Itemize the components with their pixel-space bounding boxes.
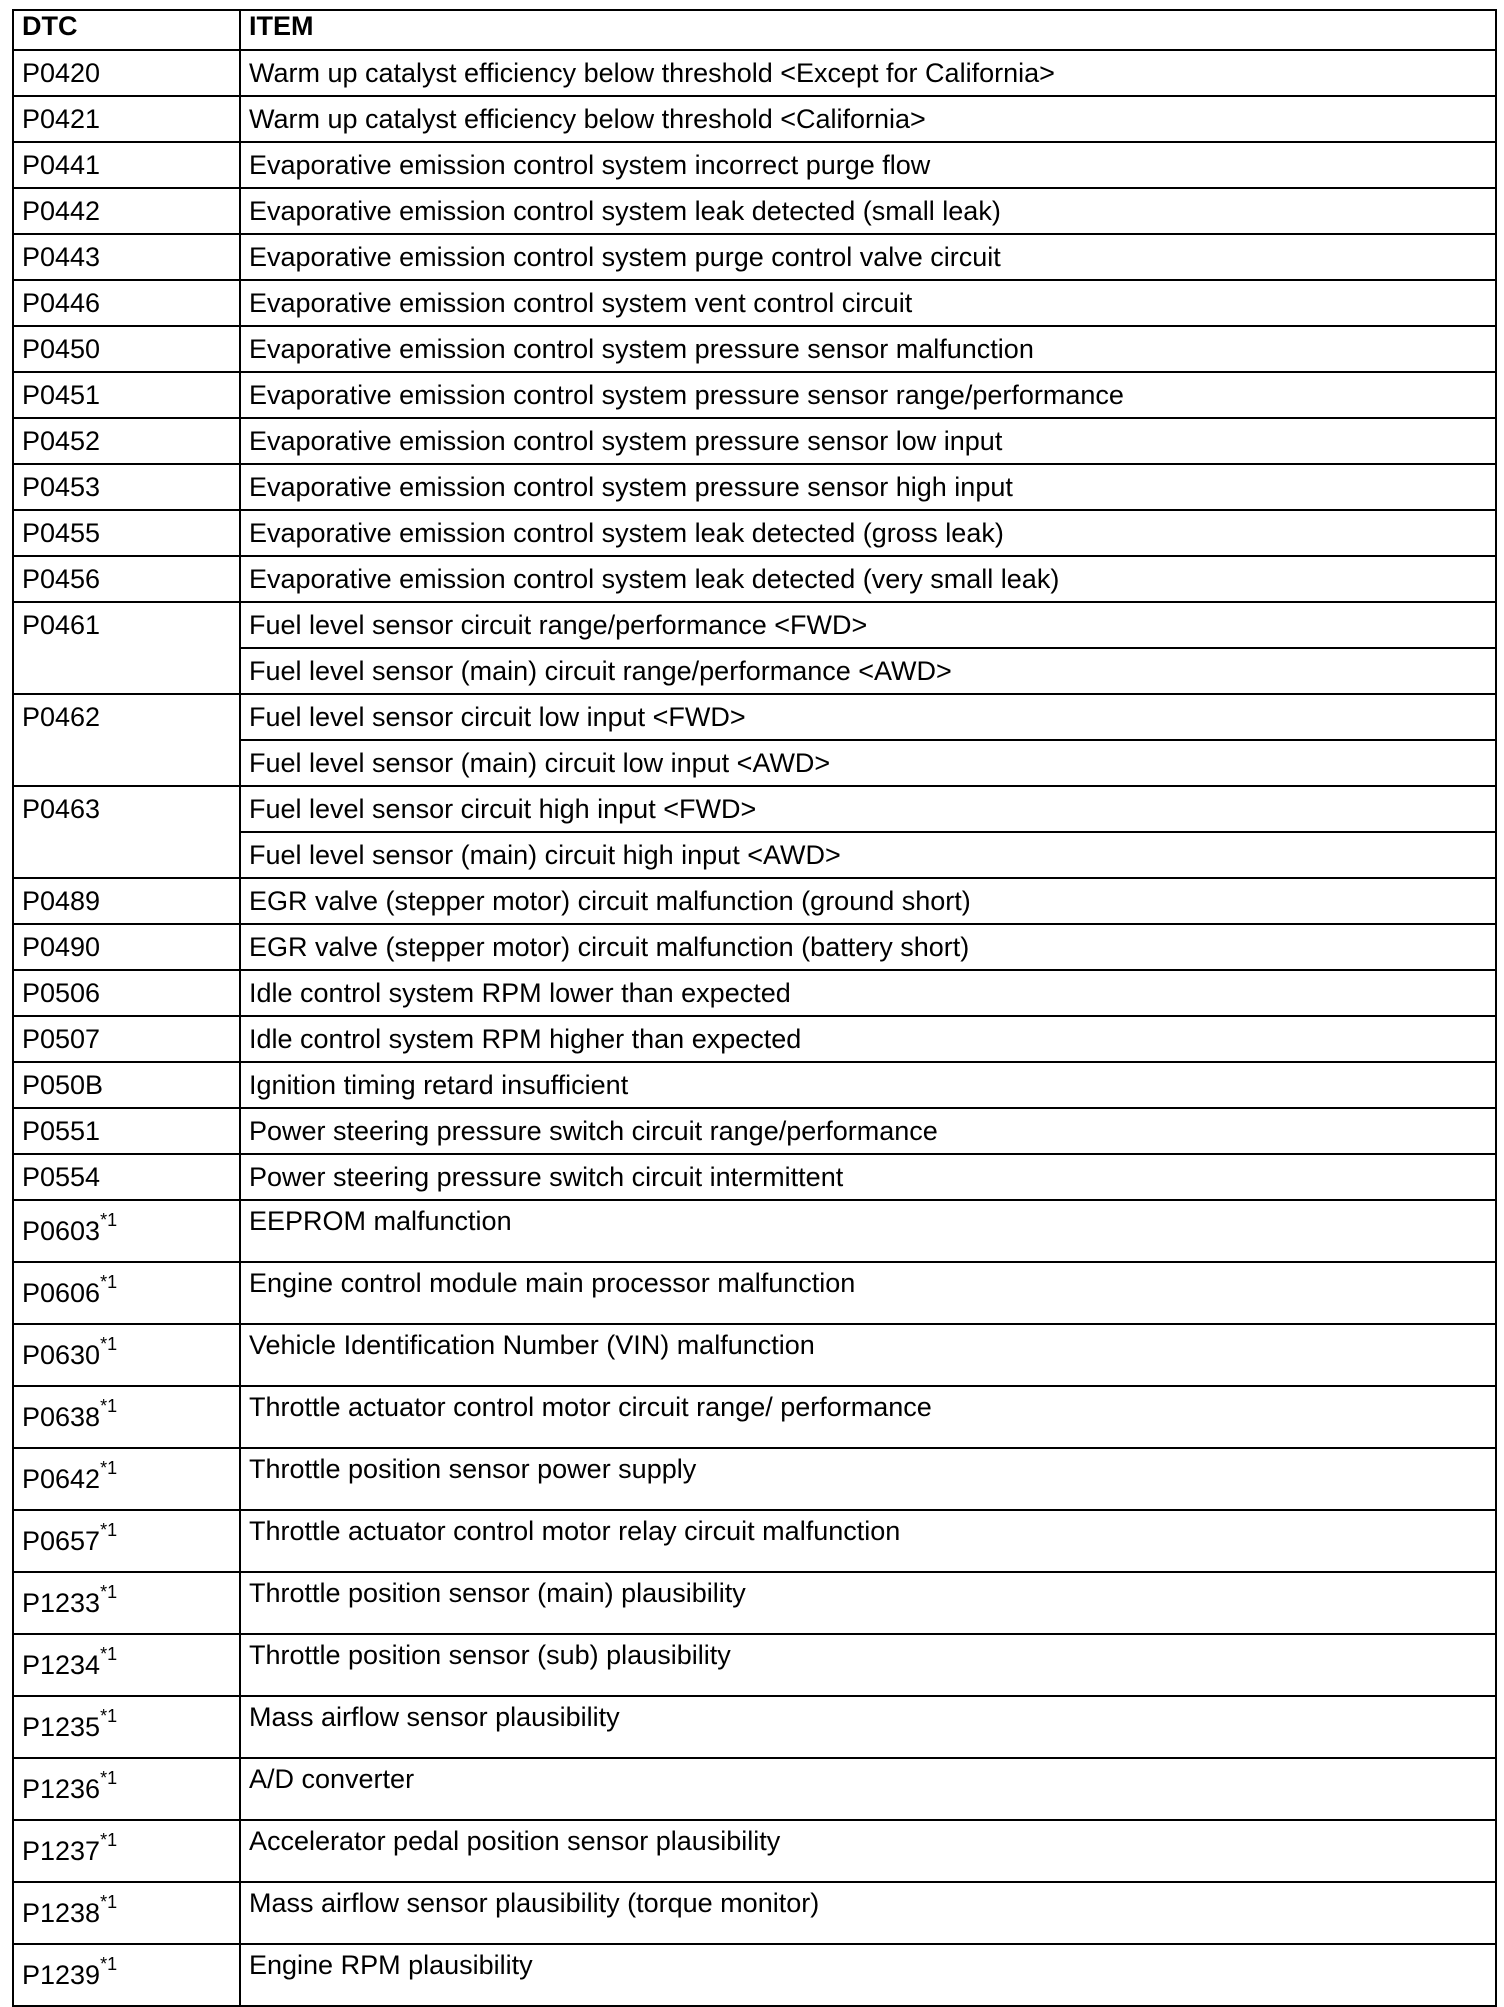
dtc-code: P0456 <box>22 564 101 594</box>
dtc-code: P0630 <box>22 1340 101 1370</box>
dtc-item-cell: Throttle position sensor power supply <box>240 1448 1496 1510</box>
dtc-code: P1235 <box>22 1712 101 1742</box>
dtc-code: P0551 <box>22 1116 101 1146</box>
dtc-item-cell: Fuel level sensor (main) circuit low input <AWD> <box>240 740 1496 786</box>
footnote-marker: *1 <box>100 1458 118 1478</box>
dtc-code: P0421 <box>22 104 101 134</box>
footnote-marker: *1 <box>100 1210 118 1230</box>
dtc-code-cell <box>13 1944 240 2006</box>
table-row <box>13 418 1496 464</box>
header-item: ITEM <box>240 10 1496 50</box>
dtc-item-cell: Power steering pressure switch circuit intermittent <box>240 1154 1496 1200</box>
table-row <box>13 1324 1496 1386</box>
dtc-item-cell: Evaporative emission control system incorrect purge flow <box>240 142 1496 188</box>
dtc-item-cell: Vehicle Identification Number (VIN) malfunction <box>240 1324 1496 1386</box>
table-row <box>13 602 1496 648</box>
dtc-item-cell: Evaporative emission control system pressure sensor malfunction <box>240 326 1496 372</box>
table-row <box>13 1758 1496 1820</box>
dtc-code-cell <box>13 1882 240 1944</box>
dtc-item-cell: EGR valve (stepper motor) circuit malfunction (battery short) <box>240 924 1496 970</box>
dtc-code: P0554 <box>22 1162 101 1192</box>
dtc-code-cell <box>13 1510 240 1572</box>
table-row <box>13 1108 1496 1154</box>
dtc-code-cell <box>13 1016 240 1062</box>
table-row <box>13 1386 1496 1448</box>
dtc-code-cell <box>13 1324 240 1386</box>
table-row <box>13 924 1496 970</box>
dtc-code: P0462 <box>22 702 101 732</box>
dtc-item-cell: Throttle actuator control motor relay circuit malfunction <box>240 1510 1496 1572</box>
dtc-code-cell <box>13 1108 240 1154</box>
table-row <box>13 1882 1496 1944</box>
dtc-item-cell: Evaporative emission control system pressure sensor range/performance <box>240 372 1496 418</box>
table-row <box>13 326 1496 372</box>
dtc-code: P050B <box>22 1070 104 1100</box>
table-row <box>13 1262 1496 1324</box>
dtc-code: P0642 <box>22 1464 101 1494</box>
table-body <box>13 50 1496 2006</box>
dtc-item-cell: A/D converter <box>240 1758 1496 1820</box>
dtc-code: P1237 <box>22 1836 101 1866</box>
dtc-item-cell: Evaporative emission control system pressure sensor low input <box>240 418 1496 464</box>
dtc-code: P1234 <box>22 1650 101 1680</box>
footnote-marker: *1 <box>100 1954 118 1974</box>
table-row <box>13 786 1496 832</box>
table-row <box>13 556 1496 602</box>
dtc-item-cell: Accelerator pedal position sensor plausibility <box>240 1820 1496 1882</box>
dtc-code-cell <box>13 96 240 142</box>
dtc-code-cell <box>13 1696 240 1758</box>
dtc-code: P0657 <box>22 1526 101 1556</box>
dtc-item-cell: Warm up catalyst efficiency below threshold <California> <box>240 96 1496 142</box>
table-row <box>13 1448 1496 1510</box>
table-row <box>13 1944 1496 2006</box>
dtc-item-cell: Fuel level sensor (main) circuit high input <AWD> <box>240 832 1496 878</box>
dtc-item-cell: Idle control system RPM higher than expected <box>240 1016 1496 1062</box>
dtc-item-cell: Engine RPM plausibility <box>240 1944 1496 2006</box>
dtc-item-cell: Evaporative emission control system pressure sensor high input <box>240 464 1496 510</box>
dtc-code-cell <box>13 142 240 188</box>
dtc-item-cell: Mass airflow sensor plausibility <box>240 1696 1496 1758</box>
dtc-code-cell <box>13 1062 240 1108</box>
dtc-table <box>12 9 1497 2007</box>
dtc-code-cell <box>13 556 240 602</box>
dtc-code: P0506 <box>22 978 101 1008</box>
dtc-code-cell <box>13 418 240 464</box>
table-row <box>13 464 1496 510</box>
dtc-code: P0463 <box>22 794 101 824</box>
dtc-code: P0451 <box>22 380 101 410</box>
dtc-code: P0443 <box>22 242 101 272</box>
dtc-code: P0507 <box>22 1024 101 1054</box>
dtc-item-cell: Fuel level sensor circuit range/performance <FWD> <box>240 602 1496 648</box>
table-row <box>13 1572 1496 1634</box>
footnote-marker: *1 <box>100 1334 118 1354</box>
dtc-item-cell: Idle control system RPM lower than expected <box>240 970 1496 1016</box>
dtc-code: P0490 <box>22 932 101 962</box>
dtc-code-cell <box>13 1572 240 1634</box>
table-row <box>13 1634 1496 1696</box>
dtc-item-cell: Evaporative emission control system leak detected (small leak) <box>240 188 1496 234</box>
table-row <box>13 878 1496 924</box>
dtc-code-cell <box>13 1262 240 1324</box>
dtc-item-cell: Throttle position sensor (main) plausibility <box>240 1572 1496 1634</box>
dtc-code-cell <box>13 602 240 694</box>
footnote-marker: *1 <box>100 1706 118 1726</box>
table-row <box>13 50 1496 96</box>
dtc-code: P0603 <box>22 1216 101 1246</box>
table-row <box>13 1696 1496 1758</box>
dtc-item-cell: Throttle position sensor (sub) plausibility <box>240 1634 1496 1696</box>
footnote-marker: *1 <box>100 1892 118 1912</box>
table-row <box>13 142 1496 188</box>
dtc-item-cell: Evaporative emission control system leak detected (very small leak) <box>240 556 1496 602</box>
dtc-code-cell <box>13 1820 240 1882</box>
footnote-marker: *1 <box>100 1644 118 1664</box>
table-row <box>13 1016 1496 1062</box>
dtc-code-cell <box>13 280 240 326</box>
table-row <box>13 1510 1496 1572</box>
table-row <box>13 970 1496 1016</box>
dtc-code-cell <box>13 234 240 280</box>
table-row <box>13 1820 1496 1882</box>
dtc-code: P1236 <box>22 1774 101 1804</box>
dtc-item-cell: Power steering pressure switch circuit range/performance <box>240 1108 1496 1154</box>
dtc-item-cell: Engine control module main processor malfunction <box>240 1262 1496 1324</box>
table-row <box>13 372 1496 418</box>
dtc-item-cell: Mass airflow sensor plausibility (torque monitor) <box>240 1882 1496 1944</box>
dtc-item-cell: Warm up catalyst efficiency below threshold <Except for California> <box>240 50 1496 96</box>
table-header-row <box>13 10 1496 50</box>
footnote-marker: *1 <box>100 1582 118 1602</box>
dtc-code-cell <box>13 1758 240 1820</box>
table-row <box>13 96 1496 142</box>
dtc-item-cell: Fuel level sensor (main) circuit range/performance <AWD> <box>240 648 1496 694</box>
dtc-code-cell <box>13 1154 240 1200</box>
table-row <box>13 188 1496 234</box>
footnote-marker: *1 <box>100 1830 118 1850</box>
dtc-code-cell <box>13 1448 240 1510</box>
table-row <box>13 510 1496 556</box>
dtc-code: P0420 <box>22 58 101 88</box>
dtc-code: P0606 <box>22 1278 101 1308</box>
table-row <box>13 280 1496 326</box>
dtc-item-cell: Fuel level sensor circuit low input <FWD> <box>240 694 1496 740</box>
dtc-code-cell <box>13 1634 240 1696</box>
dtc-code-cell <box>13 924 240 970</box>
table-row <box>13 234 1496 280</box>
dtc-code-cell <box>13 1200 240 1262</box>
dtc-code: P1239 <box>22 1960 101 1990</box>
dtc-code: P1233 <box>22 1588 101 1618</box>
dtc-code: P0442 <box>22 196 101 226</box>
dtc-code-cell <box>13 694 240 786</box>
dtc-item-cell: EEPROM malfunction <box>240 1200 1496 1262</box>
dtc-code-cell <box>13 50 240 96</box>
dtc-item-cell: EGR valve (stepper motor) circuit malfunction (ground short) <box>240 878 1496 924</box>
dtc-code: P0461 <box>22 610 101 640</box>
table-row <box>13 1200 1496 1262</box>
dtc-code-cell <box>13 1386 240 1448</box>
dtc-code-cell <box>13 878 240 924</box>
dtc-code-cell <box>13 786 240 878</box>
dtc-code-cell <box>13 464 240 510</box>
dtc-code: P0453 <box>22 472 101 502</box>
footnote-marker: *1 <box>100 1768 118 1788</box>
dtc-code: P0450 <box>22 334 101 364</box>
dtc-code-cell <box>13 372 240 418</box>
footnote-marker: *1 <box>100 1272 118 1292</box>
dtc-item-cell: Fuel level sensor circuit high input <FWD> <box>240 786 1496 832</box>
table-row <box>13 1062 1496 1108</box>
dtc-item-cell: Ignition timing retard insufficient <box>240 1062 1496 1108</box>
dtc-code: P1238 <box>22 1898 101 1928</box>
dtc-item-cell: Evaporative emission control system vent control circuit <box>240 280 1496 326</box>
dtc-code: P0455 <box>22 518 101 548</box>
dtc-code: P0638 <box>22 1402 101 1432</box>
dtc-item-cell: Evaporative emission control system leak detected (gross leak) <box>240 510 1496 556</box>
dtc-code-cell <box>13 188 240 234</box>
header-dtc: DTC <box>13 10 240 50</box>
table-row <box>13 1154 1496 1200</box>
footnote-marker: *1 <box>100 1396 118 1416</box>
dtc-item-cell: Evaporative emission control system purge control valve circuit <box>240 234 1496 280</box>
dtc-code: P0452 <box>22 426 101 456</box>
dtc-code-cell <box>13 970 240 1016</box>
table-row <box>13 694 1496 740</box>
dtc-item-cell: Throttle actuator control motor circuit range/ performance <box>240 1386 1496 1448</box>
footnote-marker: *1 <box>100 1520 118 1540</box>
dtc-code-cell <box>13 326 240 372</box>
dtc-code-cell <box>13 510 240 556</box>
dtc-code: P0441 <box>22 150 101 180</box>
dtc-code: P0489 <box>22 886 101 916</box>
dtc-code: P0446 <box>22 288 101 318</box>
